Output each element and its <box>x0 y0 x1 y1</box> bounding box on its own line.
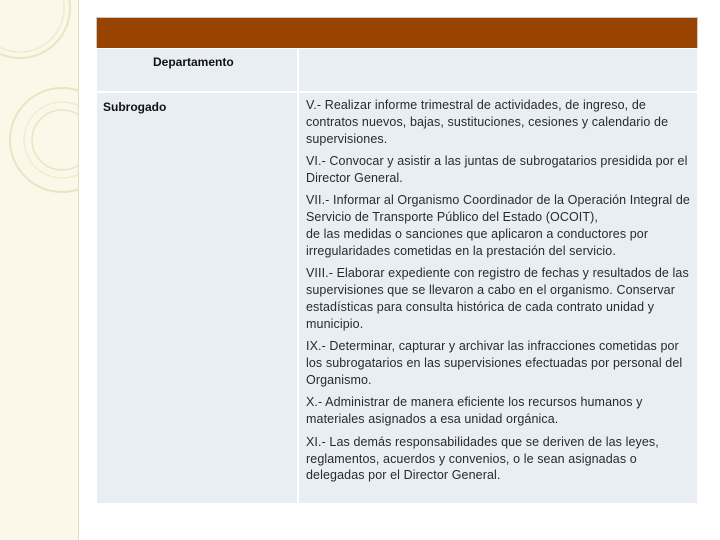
responsibilities-cell <box>298 92 698 504</box>
table-row <box>96 48 698 92</box>
department-value-cell <box>298 48 698 92</box>
list-item: V.- Realizar informe trimestral de actividades, de ingreso, de contratos nuevos, bajas, sustituciones, cesiones y calendario de supervisiones. <box>306 98 669 146</box>
table-header-band <box>96 17 698 48</box>
decorative-circles-icon <box>0 0 78 300</box>
list-item: VI.- Convocar y asistir a las juntas de subrogatarios presidida por el Director General. <box>306 154 688 186</box>
row-label-subrogado: Subrogado <box>96 92 298 504</box>
responsibilities-table <box>96 17 698 504</box>
decorative-sidebar <box>0 0 79 540</box>
department-label: Departamento <box>96 48 298 92</box>
list-item: VIII.- Elaborar expediente con registro de fechas y resultados de las supervisiones que se llevaron a cabo en el organismo. Conservar estadísticas para consulta histórica de cada contrato unidad y municipio. <box>306 266 689 332</box>
list-item: IX.- Determinar, capturar y archivar las infracciones cometidas por los subrogatarios en las supervisiones efectuadas por personal del Organismo. <box>306 339 683 388</box>
list-item: VII.- Informar al Organismo Coordinador de la Operación Integral de Servicio de Transporte Público del Estado (OCOIT), de las medidas o sanciones que aplicaron a conductores por irregularidades cometidas en la prestación del servicio. <box>306 193 690 259</box>
list-item: XI.- Las demás responsabilidades que se deriven de las leyes, reglamentos, acuerdos y convenios, o le sean asignadas o delegadas por el Director General. <box>306 434 659 483</box>
table-row <box>96 92 698 504</box>
list-item: X.- Administrar de manera eficiente los recursos humanos y materiales asignados a esa unidad orgánica. <box>306 395 643 427</box>
